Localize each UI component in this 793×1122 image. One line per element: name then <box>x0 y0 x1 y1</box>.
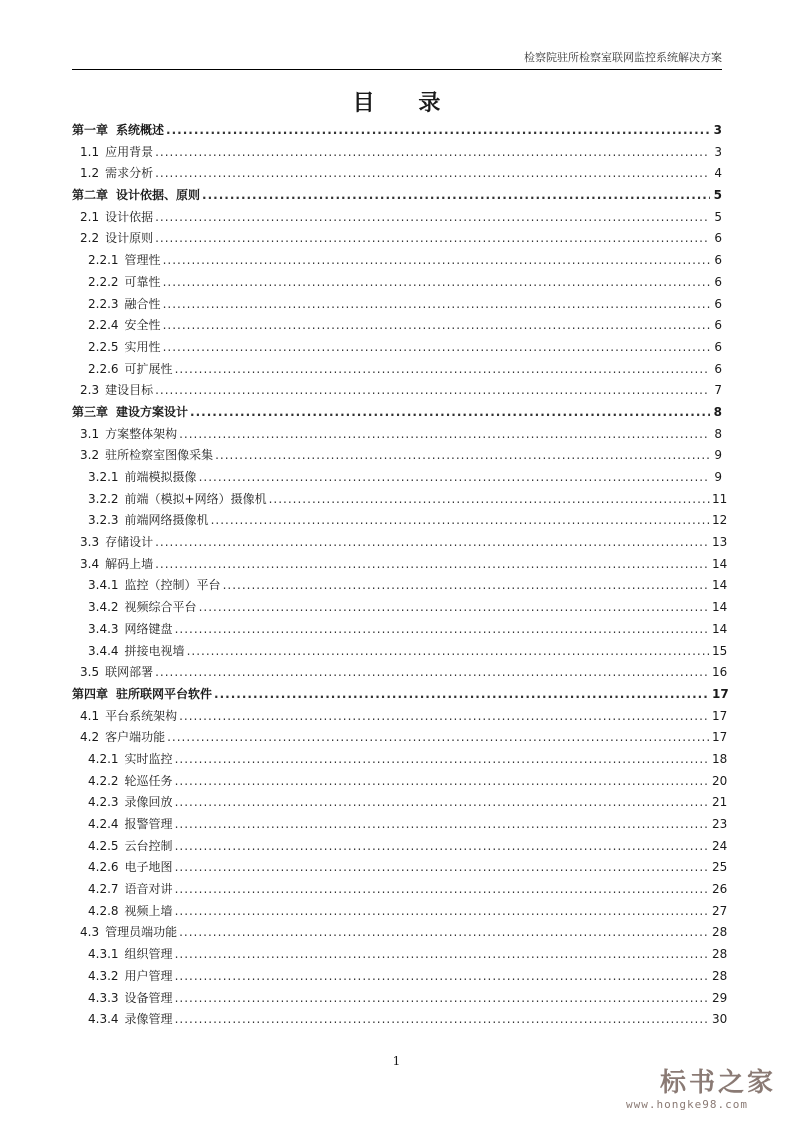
toc-entry-title: 设计依据 <box>105 209 154 224</box>
toc-entry-title: 管理员端功能 <box>105 925 178 940</box>
toc-dot-leader <box>155 532 710 554</box>
toc-entry-number: 4.2.3 <box>88 795 119 810</box>
toc-entry-page: 8 <box>714 426 722 441</box>
toc-entry[interactable] <box>72 575 728 597</box>
toc-dot-leader <box>155 380 710 402</box>
toc-dot-leader <box>155 163 710 185</box>
toc-dot-leader <box>199 467 710 489</box>
toc-entry[interactable] <box>72 467 722 489</box>
toc-dot-leader <box>163 294 710 316</box>
toc-entry-page: 12 <box>712 513 728 528</box>
toc-entry[interactable] <box>72 294 722 316</box>
toc-dot-leader <box>175 857 710 879</box>
toc-entry-page: 30 <box>712 1012 728 1027</box>
toc-entry-number: 2.2 <box>80 231 100 246</box>
toc-entry-page: 13 <box>712 535 728 550</box>
toc-entry[interactable] <box>72 142 722 164</box>
toc-dot-leader <box>179 706 710 728</box>
toc-entry-number: 4.2.7 <box>88 882 119 897</box>
toc-dot-leader <box>269 489 710 511</box>
toc-entry-title: 设计依据、原则 <box>116 188 201 203</box>
toc-entry[interactable] <box>72 857 728 879</box>
toc-entry-number: 3.2 <box>80 448 100 463</box>
toc-entry-title: 需求分析 <box>105 166 154 181</box>
toc-dot-leader <box>175 749 710 771</box>
toc-entry-page: 6 <box>714 274 722 289</box>
toc-dot-leader <box>155 554 710 576</box>
toc-entry[interactable] <box>72 185 722 207</box>
toc-entry[interactable] <box>72 445 722 467</box>
toc-entry-number: 3.4.4 <box>88 643 119 658</box>
toc-dot-leader <box>187 641 710 663</box>
toc-entry[interactable] <box>72 250 722 272</box>
toc-dot-leader <box>155 207 710 229</box>
toc-entry-title: 轮巡任务 <box>124 773 173 788</box>
toc-dot-leader <box>175 966 710 988</box>
toc-entry-title: 前端模拟摄像 <box>124 470 197 484</box>
toc-dot-leader <box>175 879 710 901</box>
toc-entry-page: 6 <box>714 361 722 376</box>
toc-dot-leader <box>166 120 710 142</box>
toc-entry-number: 3.2.3 <box>88 513 119 528</box>
toc-entry[interactable] <box>72 792 728 814</box>
toc-entry-title: 录像管理 <box>124 1012 173 1027</box>
toc-entry[interactable] <box>72 988 728 1010</box>
toc-entry-number: 1.2 <box>80 166 100 181</box>
toc-entry[interactable] <box>72 1009 728 1031</box>
toc-entry-title: 实用性 <box>124 339 161 354</box>
toc-entry[interactable] <box>72 163 722 185</box>
toc-entry[interactable] <box>72 836 728 858</box>
toc-entry[interactable] <box>72 359 722 381</box>
toc-entry-number: 3.2.1 <box>88 470 119 484</box>
toc-entry-number: 3.5 <box>80 665 100 680</box>
toc-entry-title: 拼接电视墙 <box>124 643 185 658</box>
toc-entry[interactable] <box>72 814 728 836</box>
toc-entry-title: 平台系统架构 <box>105 708 178 723</box>
toc-entry-page: 6 <box>714 339 722 354</box>
toc-entry[interactable] <box>72 272 722 294</box>
toc-entry[interactable] <box>72 771 728 793</box>
toc-entry-page: 6 <box>714 231 722 246</box>
toc-entry-page: 23 <box>712 817 728 831</box>
toc-entry[interactable] <box>72 554 728 576</box>
toc-entry-title: 视频综合平台 <box>124 600 197 615</box>
toc-entry-page: 9 <box>714 448 722 463</box>
toc-entry-title: 客户端功能 <box>105 730 166 745</box>
toc-dot-leader <box>155 228 710 250</box>
toc-dot-leader <box>155 662 710 684</box>
toc-entry-page: 28 <box>712 925 728 940</box>
toc-entry-title: 组织管理 <box>124 947 173 962</box>
toc-dot-leader <box>179 424 710 446</box>
toc-entry-title: 云台控制 <box>124 838 173 853</box>
toc-entry[interactable] <box>72 207 722 229</box>
toc-entry[interactable] <box>72 966 728 988</box>
toc-entry-page: 27 <box>712 903 728 918</box>
toc-dot-leader <box>175 359 710 381</box>
toc-entry[interactable] <box>72 315 722 337</box>
toc-entry-title: 驻所联网平台软件 <box>116 686 213 701</box>
toc-entry[interactable] <box>72 706 728 728</box>
toc-entry-title: 存储设计 <box>105 535 154 550</box>
toc-dot-leader <box>163 272 710 294</box>
toc-entry-number: 第三章 <box>72 404 109 419</box>
toc-dot-leader <box>175 792 710 814</box>
toc-entry-number: 第二章 <box>72 188 109 203</box>
toc-entry-number: 2.2.1 <box>88 253 119 268</box>
toc-entry[interactable] <box>72 901 728 923</box>
toc-dot-leader <box>175 901 710 923</box>
toc-entry[interactable] <box>72 749 728 771</box>
toc-entry-number: 4.2.8 <box>88 903 119 918</box>
toc-dot-leader <box>167 727 710 749</box>
toc-dot-leader <box>214 684 710 706</box>
toc-entry-number: 3.4.2 <box>88 600 119 615</box>
toc-dot-leader <box>155 142 710 164</box>
toc-entry[interactable] <box>72 597 728 619</box>
toc-entry-number: 3.4 <box>80 556 100 571</box>
toc-entry-number: 2.2.2 <box>88 274 119 289</box>
toc-entry-number: 2.1 <box>80 209 100 224</box>
toc-entry[interactable] <box>72 424 722 446</box>
toc-entry-page: 24 <box>712 838 728 853</box>
toc-entry[interactable] <box>72 879 728 901</box>
toc-entry-number: 4.2 <box>80 730 100 745</box>
toc-entry-page: 8 <box>713 404 722 419</box>
toc-entry[interactable] <box>72 337 722 359</box>
toc-entry-number: 4.3.2 <box>88 968 119 983</box>
toc-entry-title: 录像回放 <box>124 795 173 810</box>
toc-entry-number: 第四章 <box>72 686 109 701</box>
toc-entry[interactable] <box>72 510 728 532</box>
toc-entry[interactable] <box>72 402 722 424</box>
toc-entry-page: 9 <box>714 470 722 484</box>
toc-entry-title: 设计原则 <box>105 231 154 246</box>
toc-title: 目 录 <box>352 91 459 116</box>
toc-entry-title: 实时监控 <box>124 751 173 766</box>
toc-entry-title: 方案整体架构 <box>105 426 178 441</box>
toc-entry[interactable] <box>72 944 728 966</box>
toc-entry-number: 4.3.3 <box>88 990 119 1005</box>
toc-entry-page: 21 <box>712 795 728 810</box>
toc-entry-number: 3.3 <box>80 535 100 550</box>
toc-entry-title: 应用背景 <box>105 144 154 159</box>
toc-entry[interactable] <box>72 727 728 749</box>
toc-entry-number: 4.3.4 <box>88 1012 119 1027</box>
toc-dot-leader <box>163 315 710 337</box>
header-divider <box>72 69 722 70</box>
toc-entry-page: 14 <box>712 621 728 636</box>
toc-entry-number: 2.2.4 <box>88 318 119 333</box>
toc-entry-page: 6 <box>714 318 722 333</box>
toc-entry-number: 4.2.4 <box>88 817 119 831</box>
toc-entry-page: 5 <box>714 209 722 224</box>
toc-entry[interactable] <box>72 619 728 641</box>
toc-entry[interactable] <box>72 662 728 684</box>
toc-entry-page: 14 <box>712 578 728 593</box>
toc-entry-page: 28 <box>712 968 728 983</box>
toc-entry-page: 4 <box>714 166 722 181</box>
toc-entry-page: 5 <box>713 188 722 203</box>
toc-entry-page: 11 <box>712 491 728 506</box>
toc-dot-leader <box>199 597 710 619</box>
toc-entry-title: 前端（模拟+网络）摄像机 <box>124 491 267 506</box>
toc-entry-number: 3.4.3 <box>88 621 119 636</box>
toc-dot-leader <box>211 510 710 532</box>
running-header: 检察院驻所检察室联网监控系统解决方案 <box>524 51 722 64</box>
toc-entry-title: 监控（控制）平台 <box>124 578 221 593</box>
toc-entry[interactable] <box>72 380 722 402</box>
toc-entry-number: 4.2.5 <box>88 838 119 853</box>
toc-dot-leader <box>175 619 710 641</box>
toc-dot-leader <box>175 814 710 836</box>
toc-entry-number: 2.2.5 <box>88 339 119 354</box>
toc-entry-title: 视频上墙 <box>124 903 173 918</box>
toc-entry-page: 3 <box>713 123 722 137</box>
toc-dot-leader <box>175 988 710 1010</box>
toc-entry[interactable] <box>72 228 722 250</box>
toc-entry-page: 18 <box>712 751 728 766</box>
toc-dot-leader <box>163 337 710 359</box>
toc-entry-number: 4.3.1 <box>88 947 119 962</box>
toc-entry-page: 26 <box>712 882 728 897</box>
toc-entry-number: 3.4.1 <box>88 578 119 593</box>
toc-entry-title: 系统概述 <box>116 123 165 137</box>
toc-dot-leader <box>175 836 710 858</box>
toc-dot-leader <box>163 250 710 272</box>
toc-entry-title: 设备管理 <box>124 990 173 1005</box>
toc-entry-page: 16 <box>712 665 728 680</box>
toc-dot-leader <box>202 185 710 207</box>
toc-entry[interactable] <box>72 641 728 663</box>
toc-entry-page: 28 <box>712 947 728 962</box>
toc-entry[interactable] <box>72 489 728 511</box>
toc-entry-title: 建设目标 <box>105 383 154 398</box>
toc-dot-leader <box>223 575 710 597</box>
toc-entry-title: 驻所检察室图像采集 <box>105 448 214 463</box>
toc-entry-number: 4.2.2 <box>88 773 119 788</box>
toc-entry-number: 4.2.1 <box>88 751 119 766</box>
toc-entry-number: 2.2.6 <box>88 361 119 376</box>
toc-dot-leader <box>190 402 710 424</box>
toc-entry-page: 3 <box>714 144 722 159</box>
toc-entry-page: 17 <box>712 686 729 701</box>
toc-entry-number: 3.1 <box>80 426 100 441</box>
toc-entry-page: 15 <box>712 643 728 658</box>
watermark-url: www.hongke98.com <box>626 1098 748 1111</box>
toc-entry-title: 报警管理 <box>124 817 173 831</box>
watermark-logo: 标书之家 <box>660 1068 777 1098</box>
watermark <box>626 1062 786 1116</box>
toc-entry-page: 20 <box>712 773 728 788</box>
toc-entry-number: 2.2.3 <box>88 296 119 311</box>
toc-dot-leader <box>175 1009 710 1031</box>
page-number: 1 <box>392 1054 401 1068</box>
toc-entry-title: 电子地图 <box>124 860 173 875</box>
toc-entry-title: 联网部署 <box>105 665 154 680</box>
toc-entry-title: 用户管理 <box>124 968 173 983</box>
toc-entry[interactable] <box>72 684 729 706</box>
toc-entry-title: 网络键盘 <box>124 621 173 636</box>
toc-entry-page: 29 <box>712 990 728 1005</box>
toc-entry-page: 6 <box>714 296 722 311</box>
toc-entry-number: 1.1 <box>80 144 100 159</box>
toc-dot-leader <box>215 445 710 467</box>
toc-entry-page: 14 <box>712 556 728 571</box>
toc-entry[interactable] <box>72 922 728 944</box>
toc-dot-leader <box>175 771 710 793</box>
toc-dot-leader <box>175 944 710 966</box>
toc-entry-title: 安全性 <box>124 318 161 333</box>
toc-entry-page: 7 <box>714 383 722 398</box>
toc-entry[interactable] <box>72 120 722 142</box>
toc-entry-title: 可扩展性 <box>124 361 173 376</box>
toc-entry-number: 4.1 <box>80 708 100 723</box>
toc-entry-title: 语音对讲 <box>124 882 173 897</box>
toc-entry-page: 14 <box>712 600 728 615</box>
toc-entry-number: 2.3 <box>80 383 100 398</box>
toc-entry-number: 4.3 <box>80 925 100 940</box>
toc-entry-page: 25 <box>712 860 728 875</box>
toc-entry-title: 建设方案设计 <box>116 404 189 419</box>
table-of-contents <box>72 120 729 1031</box>
toc-entry-page: 17 <box>712 708 728 723</box>
toc-entry-title: 解码上墙 <box>105 556 154 571</box>
toc-entry-title: 管理性 <box>124 253 161 268</box>
toc-entry-title: 可靠性 <box>124 274 161 289</box>
toc-entry-title: 融合性 <box>124 296 161 311</box>
toc-entry-number: 第一章 <box>72 123 109 137</box>
toc-entry-number: 3.2.2 <box>88 491 119 506</box>
toc-entry[interactable] <box>72 532 728 554</box>
toc-dot-leader <box>179 922 710 944</box>
toc-entry-title: 前端网络摄像机 <box>124 513 209 528</box>
toc-entry-page: 17 <box>712 730 728 745</box>
toc-entry-page: 6 <box>714 253 722 268</box>
toc-entry-number: 4.2.6 <box>88 860 119 875</box>
